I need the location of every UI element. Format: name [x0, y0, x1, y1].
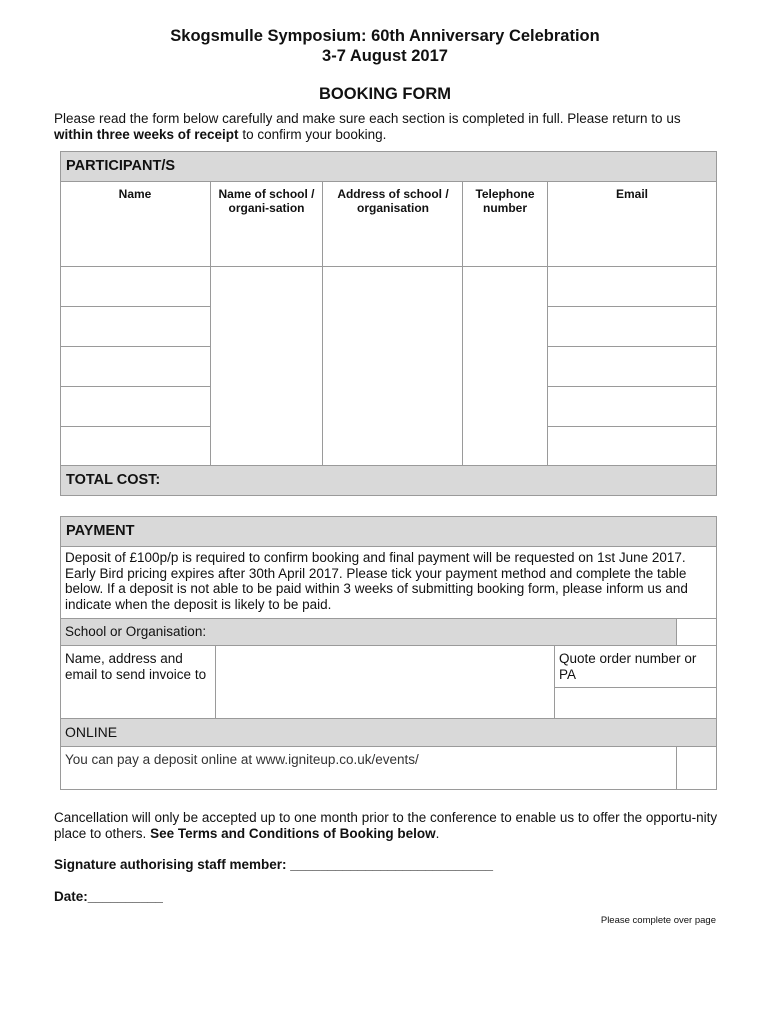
grid-line: [60, 181, 717, 182]
grid-line: [554, 645, 555, 719]
participant-email-1[interactable]: [548, 267, 716, 307]
grid-line: [60, 266, 717, 267]
col-name: Name: [118, 187, 152, 201]
cancellation-text: [54, 810, 726, 841]
online-text: You can pay a deposit online at www.igniteup.co.uk/events/: [65, 752, 419, 767]
participant-name-3[interactable]: [61, 347, 210, 387]
event-dates: 3-7 August 2017: [322, 47, 448, 65]
cancellation-end: .: [435, 825, 440, 841]
grid-line: [676, 746, 677, 790]
participant-email-3[interactable]: [548, 347, 716, 387]
grid-line: [60, 516, 717, 517]
grid-line: [60, 516, 61, 790]
date-line[interactable]: Date:__________: [54, 889, 163, 904]
intro-rest: to confirm your booking.: [238, 127, 387, 142]
grid-line: [547, 426, 717, 427]
grid-line: [322, 181, 323, 465]
school-org-row: [60, 619, 677, 645]
grid-line: [547, 346, 717, 347]
grid-line: [60, 386, 210, 387]
payment-header: [60, 516, 717, 546]
grid-line: [716, 516, 717, 790]
invoice-label: Name, address and email to send invoice to: [65, 651, 207, 682]
participant-telephone-field[interactable]: [463, 267, 546, 465]
participant-email-4[interactable]: [548, 387, 716, 427]
grid-line: [60, 151, 61, 496]
grid-line: [462, 181, 463, 465]
participant-name-2[interactable]: [61, 307, 210, 347]
col-email: Email: [615, 187, 648, 201]
online-tick-box[interactable]: [677, 747, 717, 789]
col-telephone: Telephone number: [475, 187, 535, 215]
school-org-input[interactable]: [677, 619, 717, 645]
grid-line: [60, 645, 717, 646]
col-school: Name of school / organi-sation: [218, 187, 315, 215]
quote-order-input[interactable]: [555, 688, 716, 718]
over-page-note: Please complete over page: [600, 915, 716, 926]
participant-name-5[interactable]: [61, 427, 210, 465]
quote-order-label: Quote order number or PA: [559, 651, 697, 682]
grid-line: [547, 386, 717, 387]
terms-link[interactable]: See Terms and Conditions of Booking below: [150, 825, 436, 841]
grid-line: [60, 495, 717, 496]
participant-name-1[interactable]: [61, 267, 210, 307]
event-title: Skogsmulle Symposium: 60th Anniversary Celebration: [170, 27, 600, 45]
total-cost-row: [60, 465, 717, 495]
grid-line: [60, 789, 717, 790]
grid-line: [547, 306, 717, 307]
grid-line: [554, 687, 717, 688]
grid-line: [716, 151, 717, 496]
online-title: ONLINE: [65, 724, 118, 740]
participants-section-title: PARTICIPANT/S: [66, 158, 176, 174]
online-row: [60, 719, 717, 746]
grid-line: [210, 181, 211, 465]
cancellation-main: Cancellation will only be accepted up to one month prior to the conference to enable us to offer the opportu-nity place to others.: [54, 810, 718, 841]
grid-line: [60, 718, 717, 719]
participant-school-field[interactable]: [211, 267, 322, 465]
participant-address-field[interactable]: [323, 267, 462, 465]
col-address: Address of school / organisation: [337, 187, 449, 215]
grid-line: [60, 346, 210, 347]
grid-line: [60, 746, 717, 747]
intro-line1: Please read the form below carefully and make sure each section is completed in full. Please return to us: [54, 111, 681, 126]
payment-section-title: PAYMENT: [66, 523, 135, 539]
intro-bold: within three weeks of receipt: [54, 127, 239, 142]
school-org-label: School or Organisation:: [65, 624, 207, 639]
grid-line: [215, 645, 216, 719]
participant-email-2[interactable]: [548, 307, 716, 347]
grid-line: [60, 151, 717, 152]
form-title: BOOKING FORM: [319, 85, 451, 103]
participant-name-4[interactable]: [61, 387, 210, 427]
grid-line: [60, 465, 717, 466]
grid-line: [676, 618, 677, 646]
grid-line: [547, 181, 548, 465]
grid-line: [60, 618, 717, 619]
total-cost-label: TOTAL COST:: [66, 472, 161, 488]
signature-line[interactable]: Signature authorising staff member: ___________________________: [54, 857, 494, 872]
invoice-address-input[interactable]: [216, 646, 554, 718]
grid-line: [60, 306, 210, 307]
payment-description: Deposit of £100p/p is required to confirm booking and final payment will be requested on 1st June 2017. Early Bird pricing expires after 30th April 2017. Please tick your payment method and complete the table below. If a deposit is not able to be paid within 3 weeks of submitting booking form, please inform us and indicate when the deposit is likely to be paid.: [65, 550, 688, 612]
grid-line: [60, 546, 717, 547]
participants-header: [60, 151, 717, 181]
grid-line: [60, 426, 210, 427]
intro-text: [54, 111, 734, 143]
participant-email-5[interactable]: [548, 427, 716, 465]
